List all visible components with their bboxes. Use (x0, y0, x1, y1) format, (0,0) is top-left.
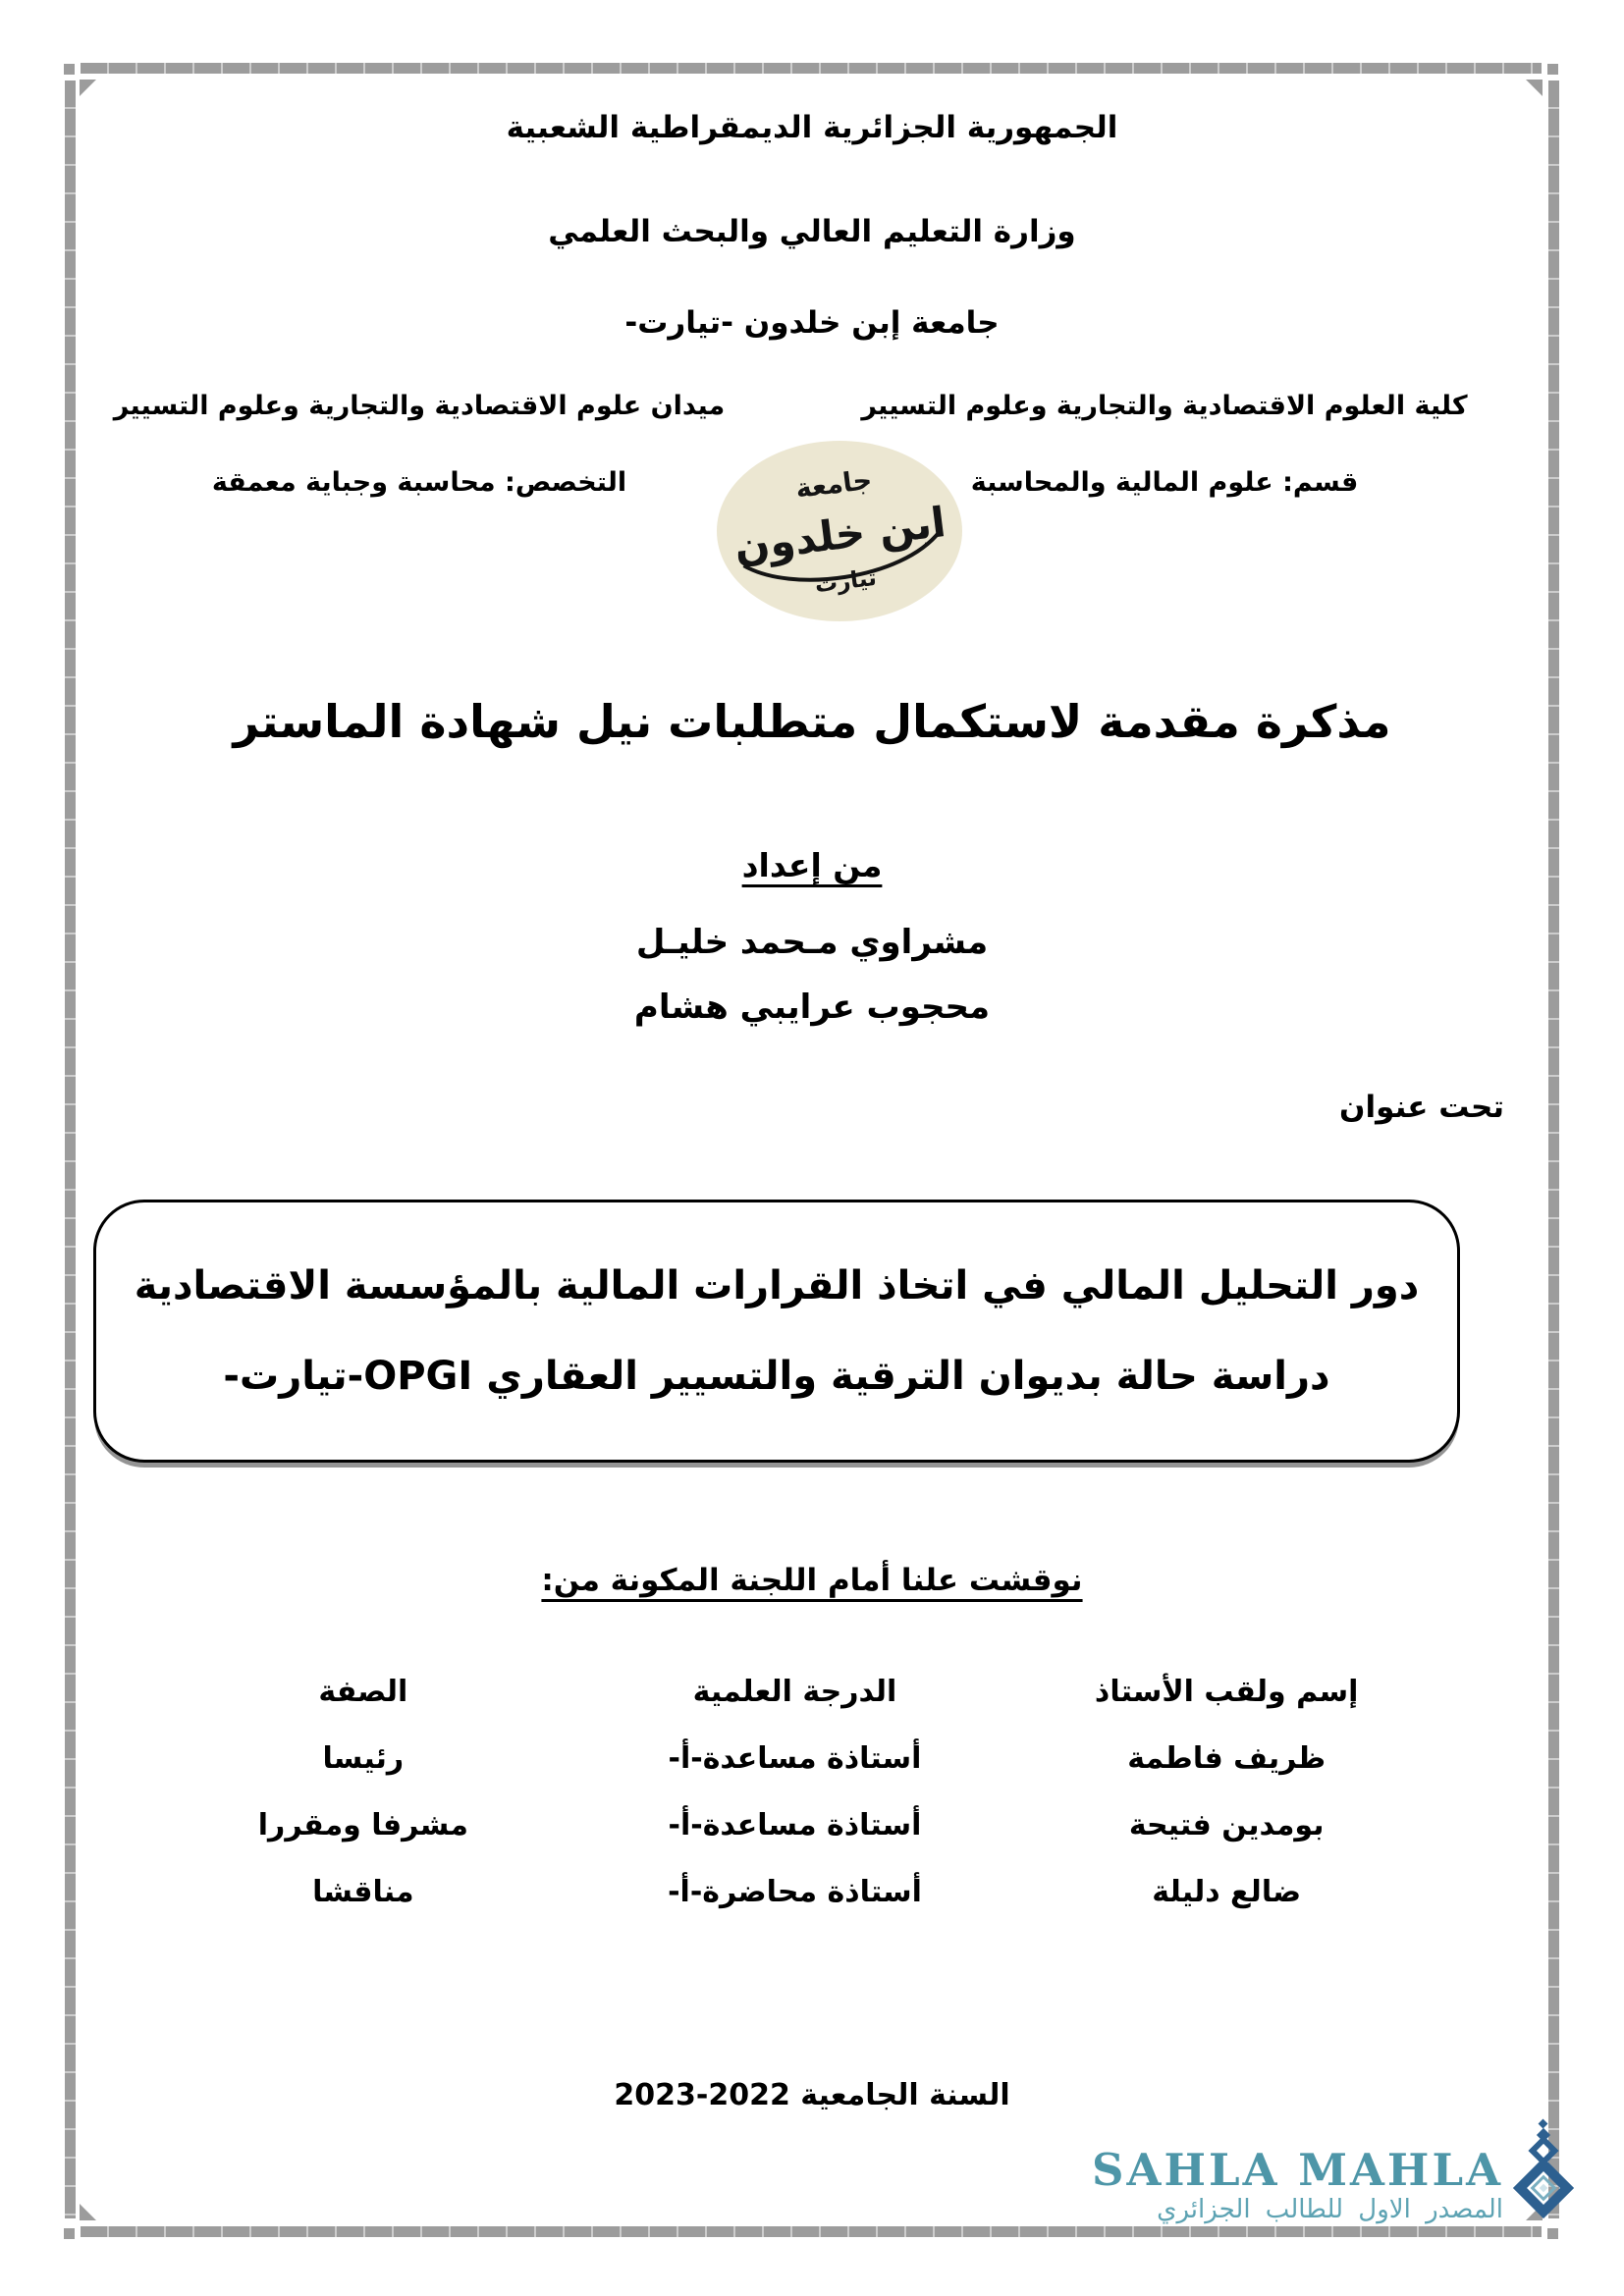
department-line: قسم: علوم المالية والمحاسبة (970, 467, 1359, 498)
frame-corner-square (1547, 64, 1558, 75)
watermark-tagline: المصدر الاول للطالب الجزائري (1157, 2195, 1503, 2224)
column-header-degree: الدرجة العلمية (692, 1675, 897, 1709)
committee-member-name: بومدين فتيحة (1128, 1808, 1325, 1842)
university-line: جامعة إبن خلدون -تيارت- (624, 305, 1000, 341)
committee-member-name: ظريف فاطمة (1127, 1741, 1326, 1776)
field-specialty-column (110, 391, 729, 498)
committee-member-role: مشرفا ومقررا (257, 1808, 468, 1842)
watermark-brand: SAHLA MAHLA (1092, 2144, 1503, 2196)
frame-bottom-border (81, 2226, 1542, 2237)
committee-member-degree: أستاذة محاضرة-أ- (668, 1875, 922, 1909)
column-header-role: الصفة (318, 1675, 408, 1709)
committee-table (147, 1672, 1442, 1913)
committee-member-degree: أستاذة مساعدة-أ- (668, 1741, 922, 1776)
frame-corner-triangle (80, 2204, 96, 2220)
committee-member-name: ضالع دليلة (1152, 1875, 1302, 1909)
under-title-label: تحت عنوان (1339, 1090, 1504, 1125)
author-name: محجوب عرايبي هشام (633, 988, 991, 1027)
frame-corner-square (64, 64, 75, 75)
thesis-title-line1: دور التحليل المالي في اتخاذ القرارات المالية بالمؤسسة الاقتصادية (134, 1263, 1420, 1308)
committee-member-role: مناقشا (312, 1875, 414, 1909)
frame-left-border (65, 80, 76, 2218)
frame-corner-triangle (1526, 80, 1543, 96)
field-line: ميدان علوم الاقتصادية والتجارية وعلوم التسيير (113, 391, 726, 421)
frame-corner-square (64, 2228, 75, 2239)
thesis-statement: مذكرة مقدمة لاستكمال متطلبات نيل شهادة الماستر (233, 695, 1391, 748)
academic-year: السنة الجامعية 2022‏-‏2023 (614, 2078, 1010, 2112)
frame-right-border (1548, 80, 1559, 2218)
sahla-mahla-watermark (1092, 2144, 1503, 2224)
thesis-title-line2: دراسة حالة بديوان الترقية والتسيير العقاري OPGI-تيارت- (223, 1354, 1330, 1399)
committee-member-role: رئيسا (322, 1741, 405, 1776)
sahla-mahla-emblem-icon (1510, 2118, 1577, 2228)
author-name: مشراوي مـحمد خليـل (635, 923, 989, 962)
frame-corner-triangle (80, 80, 96, 96)
frame-top-border (81, 63, 1542, 74)
frame-corner-square (1547, 2228, 1558, 2239)
column-header-professor: إسم ولقب الأستاذ (1094, 1675, 1359, 1709)
logo-text-top: جامعة (793, 464, 874, 505)
committee-member-degree: أستاذة مساعدة-أ- (668, 1808, 922, 1842)
thesis-title-box (93, 1200, 1460, 1463)
committee-intro: نوقشت علنا أمام اللجنة المكونة من: (541, 1563, 1083, 1598)
specialty-line: التخصص: محاسبة وجباية معمقة (211, 467, 627, 498)
university-logo (715, 438, 964, 624)
ministry-line: وزارة التعليم العالي والبحث العلمي (548, 214, 1076, 249)
prepared-by-label: من إعداد (741, 846, 883, 884)
faculty-line: كلية العلوم الاقتصادية والتجارية وعلوم التسيير (861, 391, 1468, 421)
logo-text-bottom: تيارت (813, 564, 879, 599)
republic-line: الجمهورية الجزائرية الديمقراطية الشعبية (506, 110, 1118, 145)
logo-text-main: ابن خلدون (731, 497, 948, 571)
